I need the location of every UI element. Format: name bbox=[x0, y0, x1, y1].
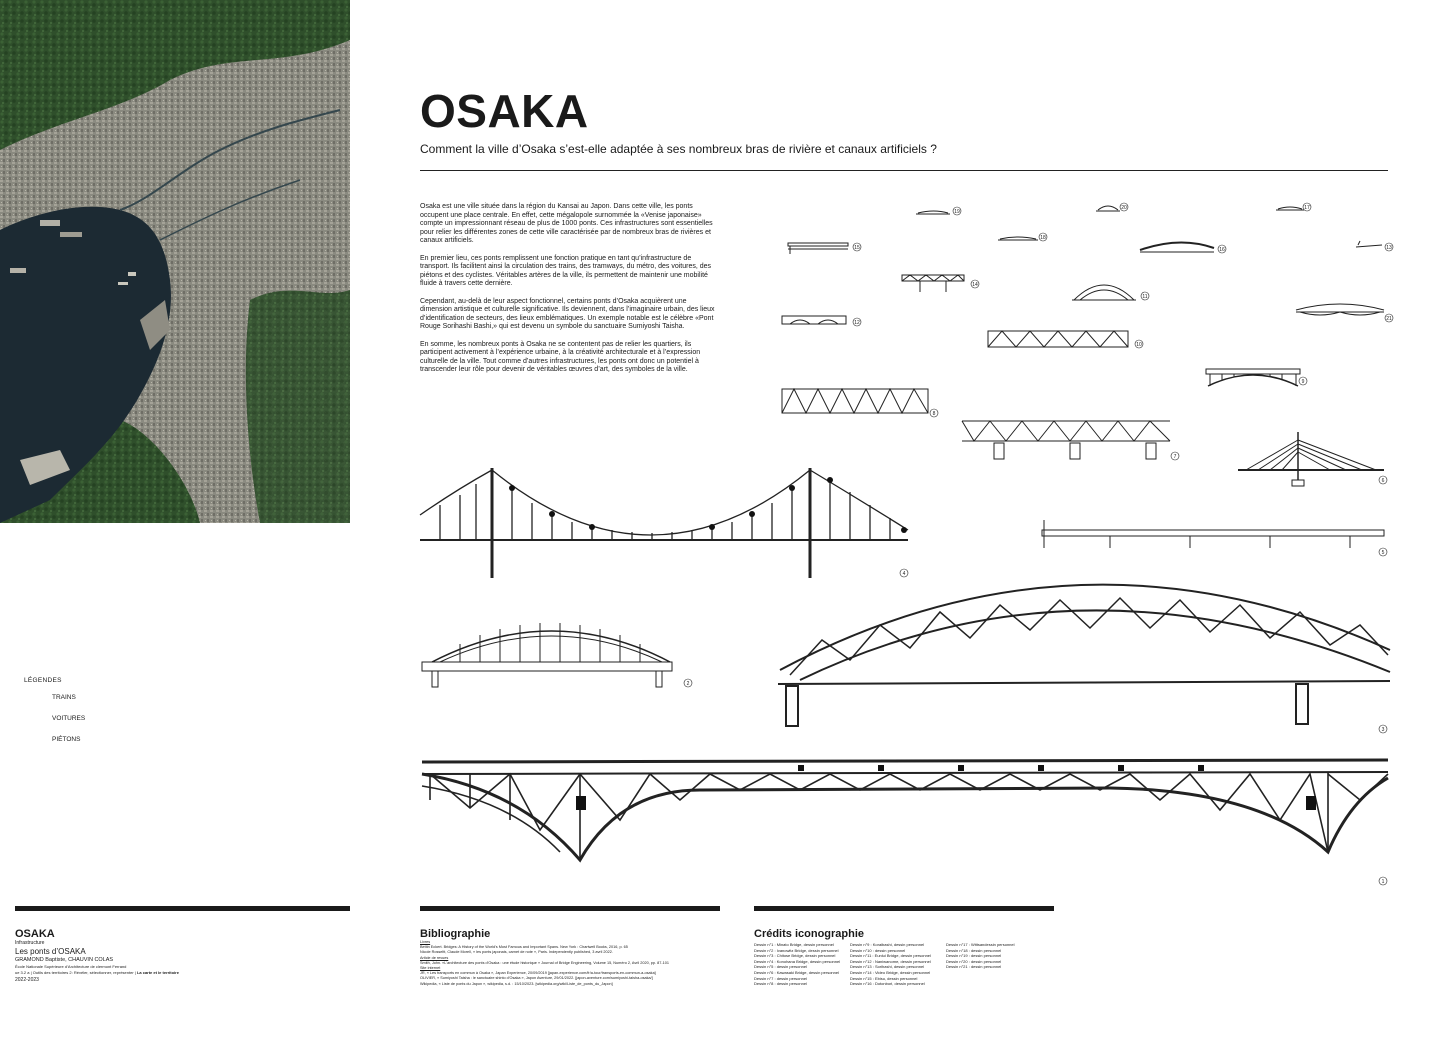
legend-label: TRAINS bbox=[52, 694, 76, 701]
bridge-drawing-1-joint bbox=[878, 765, 884, 771]
bridge-drawing-1-joint bbox=[1198, 765, 1204, 771]
bridge-number-13 bbox=[1385, 243, 1393, 251]
bib-entry: OLIVIER, « Sumiyoshi Taisha : le sanctuaire shinto d'Osaka », Japon Aventure, 29/01/2022. [japon-aventure.com/sumiyoshi-taisha-osaka/] bbox=[420, 976, 653, 981]
footer-osaka-title: OSAKA bbox=[15, 928, 55, 940]
svg-text:17: 17 bbox=[1304, 205, 1310, 211]
legend-title: LÉGENDES bbox=[24, 677, 62, 684]
bridge-drawing-4-node bbox=[789, 485, 795, 491]
bridge-drawing-1-joint bbox=[1306, 796, 1316, 810]
legend-label: VOITURES bbox=[52, 715, 86, 722]
bridge-drawing-17 bbox=[1276, 207, 1304, 210]
bib-heading: Site internet bbox=[420, 966, 441, 971]
bridge-drawing-9 bbox=[1206, 369, 1300, 386]
intro-paragraph: Osaka est une ville située dans la région du Kansai au Japon. Dans cette ville, les ponts occupent une place centrale. En effet, cette mégalopole surnommée la «Venise japonaise» compte un impressionnant réseau de plus de 1000 ponts. Ces infrastructures sont essentielles pour relier les différentes zones de cette ville caractérisée par de nombreux bras de rivières et canaux artificiels. bbox=[420, 203, 713, 245]
credit-entry: Dessin n°1 : Minato Bridge, dessin personnel bbox=[754, 942, 834, 947]
bridge-drawing-1-joint bbox=[798, 765, 804, 771]
bridge-drawing-4-node bbox=[749, 511, 755, 517]
bridge-number-8 bbox=[930, 409, 938, 417]
credit-entry: Dessin n°17 : Wittsandessin personnel bbox=[946, 942, 1015, 947]
bridge-drawing-1-joint bbox=[1118, 765, 1124, 771]
credit-entry: Dessin n°3 : Chitose Bridge, dessin personnel bbox=[754, 953, 836, 959]
page-title: OSAKA bbox=[420, 85, 589, 137]
page-subtitle: Comment la ville d’Osaka s’est-elle adaptée à ses nombreux bras de rivière et canaux artificiels ? bbox=[420, 142, 937, 156]
credit-entry: Dessin n°2 : Ivanowitz Bridge, dessin personnel bbox=[754, 947, 839, 953]
credit-entry: Dessin n°8 : dessin personnel bbox=[754, 981, 807, 987]
credit-entry: Dessin n°11 : Eunlui Bridge, dessin personnel bbox=[850, 953, 931, 959]
bridge-drawing-12 bbox=[782, 316, 846, 324]
bridge-number-14 bbox=[971, 280, 979, 288]
svg-text:5: 5 bbox=[1381, 550, 1385, 556]
bridge-number-3 bbox=[1379, 725, 1387, 733]
svg-text:8: 8 bbox=[932, 411, 936, 417]
svg-text:16: 16 bbox=[1219, 247, 1225, 253]
bridge-number-9 bbox=[1299, 377, 1307, 385]
bib-heading: Livres bbox=[420, 940, 431, 944]
svg-text:15: 15 bbox=[854, 245, 860, 251]
svg-text:12: 12 bbox=[854, 320, 860, 326]
bridge-drawing-7 bbox=[962, 421, 1170, 459]
bib-entry: JR, « Les transports en commun à Osaka », Japan Experience, 20/09/2019 [japan-experience.com/fr/a-tour/transports-en-commun-a-osaka] bbox=[420, 971, 656, 976]
bridge-number-1 bbox=[1379, 877, 1387, 885]
bridge-drawing-4-node bbox=[827, 477, 833, 483]
bridge-drawing-10 bbox=[988, 331, 1128, 347]
credits-column-2 bbox=[850, 942, 931, 987]
bibliography-title: Bibliographie bbox=[420, 928, 491, 940]
credit-entry: Dessin n°15 : Ebisu, dessin personnel bbox=[850, 975, 918, 981]
bridge-drawing-1-joint bbox=[1038, 765, 1044, 771]
credit-entry: Dessin n°7 : dessin personnel bbox=[754, 975, 807, 981]
svg-text:9: 9 bbox=[1301, 379, 1305, 385]
credit-entry: Dessin n°4 : Konohana Bridge, dessin personnel bbox=[754, 958, 841, 964]
bib-entry: Nicole Rosseltt, Claude Morell, « les ponts japonais, carnet de note », Paris. Independently published, 3 avril 2022. bbox=[420, 950, 613, 955]
credits-column-3 bbox=[946, 942, 1015, 970]
intro-paragraph: Cependant, au-delà de leur aspect fonctionnel, certains ponts d’Osaka acquièrent une dimension artistique et culturelle significative. Ils deviennent, dans l’imaginaire urbain, des lieux d’identification de secteurs, des lieux emblématiques. Un exemple notable est le célèbre «Pont Rouge Sorihashi Bashi,» qui est devenu un symbole du sanctuaire Sumiyoshi Taisha. bbox=[420, 297, 715, 331]
intro-paragraph: En premier lieu, ces ponts remplissent une fonction pratique en tant qu’infrastructure de transport. Ils facilitent ainsi la circulation des trains, des tramways, du métro, des voitures, des piétons et des cyclistes. Véritables artères de la ville, ils permettent de maintenir une mobilité fluide à travers cette dernière. bbox=[420, 254, 712, 288]
bridge-drawing-20 bbox=[1096, 206, 1120, 211]
svg-text:13: 13 bbox=[1386, 245, 1392, 251]
svg-text:19: 19 bbox=[954, 209, 960, 215]
bib-entry: Bettin Eckert. Bridges: A History of the World's Most Famous and Important Spans. New York : Chartwell Books, 2016, p. 65 bbox=[420, 945, 628, 950]
footer-year: 2022-2023 bbox=[15, 976, 39, 983]
footer-course-bold: La carte et le territoire bbox=[136, 970, 179, 976]
svg-text:20: 20 bbox=[1121, 205, 1127, 211]
bridge-drawing-18 bbox=[998, 237, 1038, 240]
credits-block bbox=[754, 928, 1054, 940]
credit-entry: Dessin n°19 : dessin personnel bbox=[946, 953, 1002, 959]
bridge-number-5 bbox=[1379, 548, 1387, 556]
credit-entry: Dessin n°16 : Dotonbori, dessin personnel bbox=[850, 981, 925, 987]
svg-text:11: 11 bbox=[1142, 294, 1148, 300]
bridge-drawing-4-node bbox=[901, 527, 907, 533]
bridge-drawing-4-node bbox=[589, 524, 595, 530]
credits-column-1 bbox=[754, 942, 840, 987]
credit-entry: Dessin n°13 : Sorihashi, dessin personnel bbox=[850, 964, 925, 970]
credit-entry: Dessin n°6 : Kawasaki Bridge, dessin personnel bbox=[754, 969, 839, 975]
bridge-drawing-3 bbox=[778, 585, 1390, 726]
svg-text:1: 1 bbox=[1381, 879, 1385, 885]
svg-text:6: 6 bbox=[1381, 478, 1385, 484]
footer-course-text: ue 3.2 a | Outils des territoires 2: Révéler, sélectionner, représenter | bbox=[15, 970, 136, 976]
svg-text:21: 21 bbox=[1386, 316, 1392, 322]
legend-label: PIÉTONS bbox=[52, 736, 81, 743]
svg-text:3: 3 bbox=[1381, 727, 1385, 733]
bridge-number-16 bbox=[1218, 245, 1226, 253]
svg-text:7: 7 bbox=[1173, 454, 1177, 460]
credit-entry: Dessin n°10 : dessin personnel bbox=[850, 947, 906, 953]
svg-text:18: 18 bbox=[1040, 235, 1046, 241]
bridge-drawing-19 bbox=[916, 211, 950, 214]
footer-project: Les ponts d’OSAKA bbox=[15, 947, 86, 957]
bridge-drawing-2 bbox=[422, 623, 672, 687]
bridge-drawing-1 bbox=[422, 760, 1388, 860]
bridge-drawing-1-joint bbox=[576, 796, 586, 810]
svg-text:4: 4 bbox=[902, 571, 906, 577]
bridge-drawing-8 bbox=[782, 389, 928, 413]
credits-title: Crédits iconographie bbox=[754, 928, 865, 940]
svg-text:2: 2 bbox=[686, 681, 690, 687]
svg-text:10: 10 bbox=[1136, 342, 1142, 348]
bridge-drawing-11 bbox=[1072, 285, 1136, 300]
bridge-number-17 bbox=[1303, 203, 1311, 211]
bridge-number-10 bbox=[1135, 340, 1143, 348]
intro-paragraph: En somme, les nombreux ponts à Osaka ne se contentent pas de relier les quartiers, ils participent activement à l’expérience urbaine, à la créativité architecturale et à l’expression culturelle de la ville. Tout comme d’autres infrastructures, les ponts ont donc un potentiel à transcender leur rôle pour devenir de véritables œuvres d’art, des symboles de la ville. bbox=[420, 340, 701, 374]
credit-entry: Dessin n°20 : dessin personnel bbox=[946, 958, 1002, 964]
credit-entry: Dessin n°14 : Video Bridge, dessin personnel bbox=[850, 969, 931, 975]
bridge-number-20 bbox=[1120, 203, 1128, 211]
bridge-drawing-16 bbox=[1140, 242, 1214, 252]
bib-heading: Article de revues bbox=[420, 955, 449, 960]
bridge-number-19 bbox=[953, 207, 961, 215]
footer-bar-bibliography bbox=[420, 906, 720, 911]
credit-entry: Dessin n°18 : dessin personnel bbox=[946, 947, 1002, 953]
bridge-drawing-21 bbox=[1296, 304, 1384, 315]
bridge-drawing-14 bbox=[902, 275, 964, 292]
footer-authors: GRAMOND Baptiste, CHAUVIN COLAS bbox=[15, 957, 114, 964]
bridge-number-2 bbox=[684, 679, 692, 687]
bridge-number-4 bbox=[900, 569, 908, 577]
footer-bar-credits bbox=[754, 906, 1054, 911]
bridge-number-11 bbox=[1141, 292, 1149, 300]
footer-school: École Nationale Supérieure d’Architecture de clermont Ferrand bbox=[15, 963, 127, 969]
credit-entry: Dessin n°21 : dessin personnel bbox=[946, 964, 1002, 970]
bridge-number-12 bbox=[853, 318, 861, 326]
bridge-drawing-6 bbox=[1238, 432, 1384, 486]
bridge-drawing-4-node bbox=[709, 524, 715, 530]
bridge-drawing-4-node bbox=[549, 511, 555, 517]
bridge-number-18 bbox=[1039, 233, 1047, 241]
credit-entry: Dessin n°5 : dessin personnel bbox=[754, 964, 807, 970]
footer-bar-osaka bbox=[15, 906, 350, 911]
credit-entry: Dessin n°12 : Naniwanome, dessin personnel bbox=[850, 958, 931, 964]
bridge-drawing-4 bbox=[420, 468, 908, 578]
footer-osaka-block bbox=[15, 928, 350, 983]
bridge-number-15 bbox=[853, 243, 861, 251]
footer-category: Infrastructure bbox=[15, 940, 45, 946]
credit-entry: Dessin n°9 : Koraibashi, dessin personnel bbox=[850, 942, 925, 947]
bridge-number-21 bbox=[1385, 314, 1393, 322]
bib-entry: Smith, John. «L'architecture des ponts d'Osaka : une étude historique » Journal of Bridge Engineering, Volume 15, Numéro 2, Avril 2020, pp. 87-101 bbox=[420, 960, 669, 965]
bridge-drawing-13 bbox=[1356, 241, 1382, 247]
bridge-drawing-1-joint bbox=[958, 765, 964, 771]
bridge-number-7 bbox=[1171, 452, 1179, 460]
svg-text:14: 14 bbox=[972, 282, 978, 288]
bridge-drawing-15 bbox=[788, 243, 848, 254]
bridge-drawing-4-node bbox=[509, 485, 515, 491]
bridge-number-6 bbox=[1379, 476, 1387, 484]
bib-entry: Wikipedia, « Liste de ponts du Japon », wikipedia, s.d. : 15/10/2023. [wikipedia.org/wiki/Liste_de_ponts_du_Japon] bbox=[420, 981, 613, 986]
bibliography-block bbox=[420, 928, 730, 987]
bridge-drawing-5 bbox=[1042, 520, 1384, 548]
